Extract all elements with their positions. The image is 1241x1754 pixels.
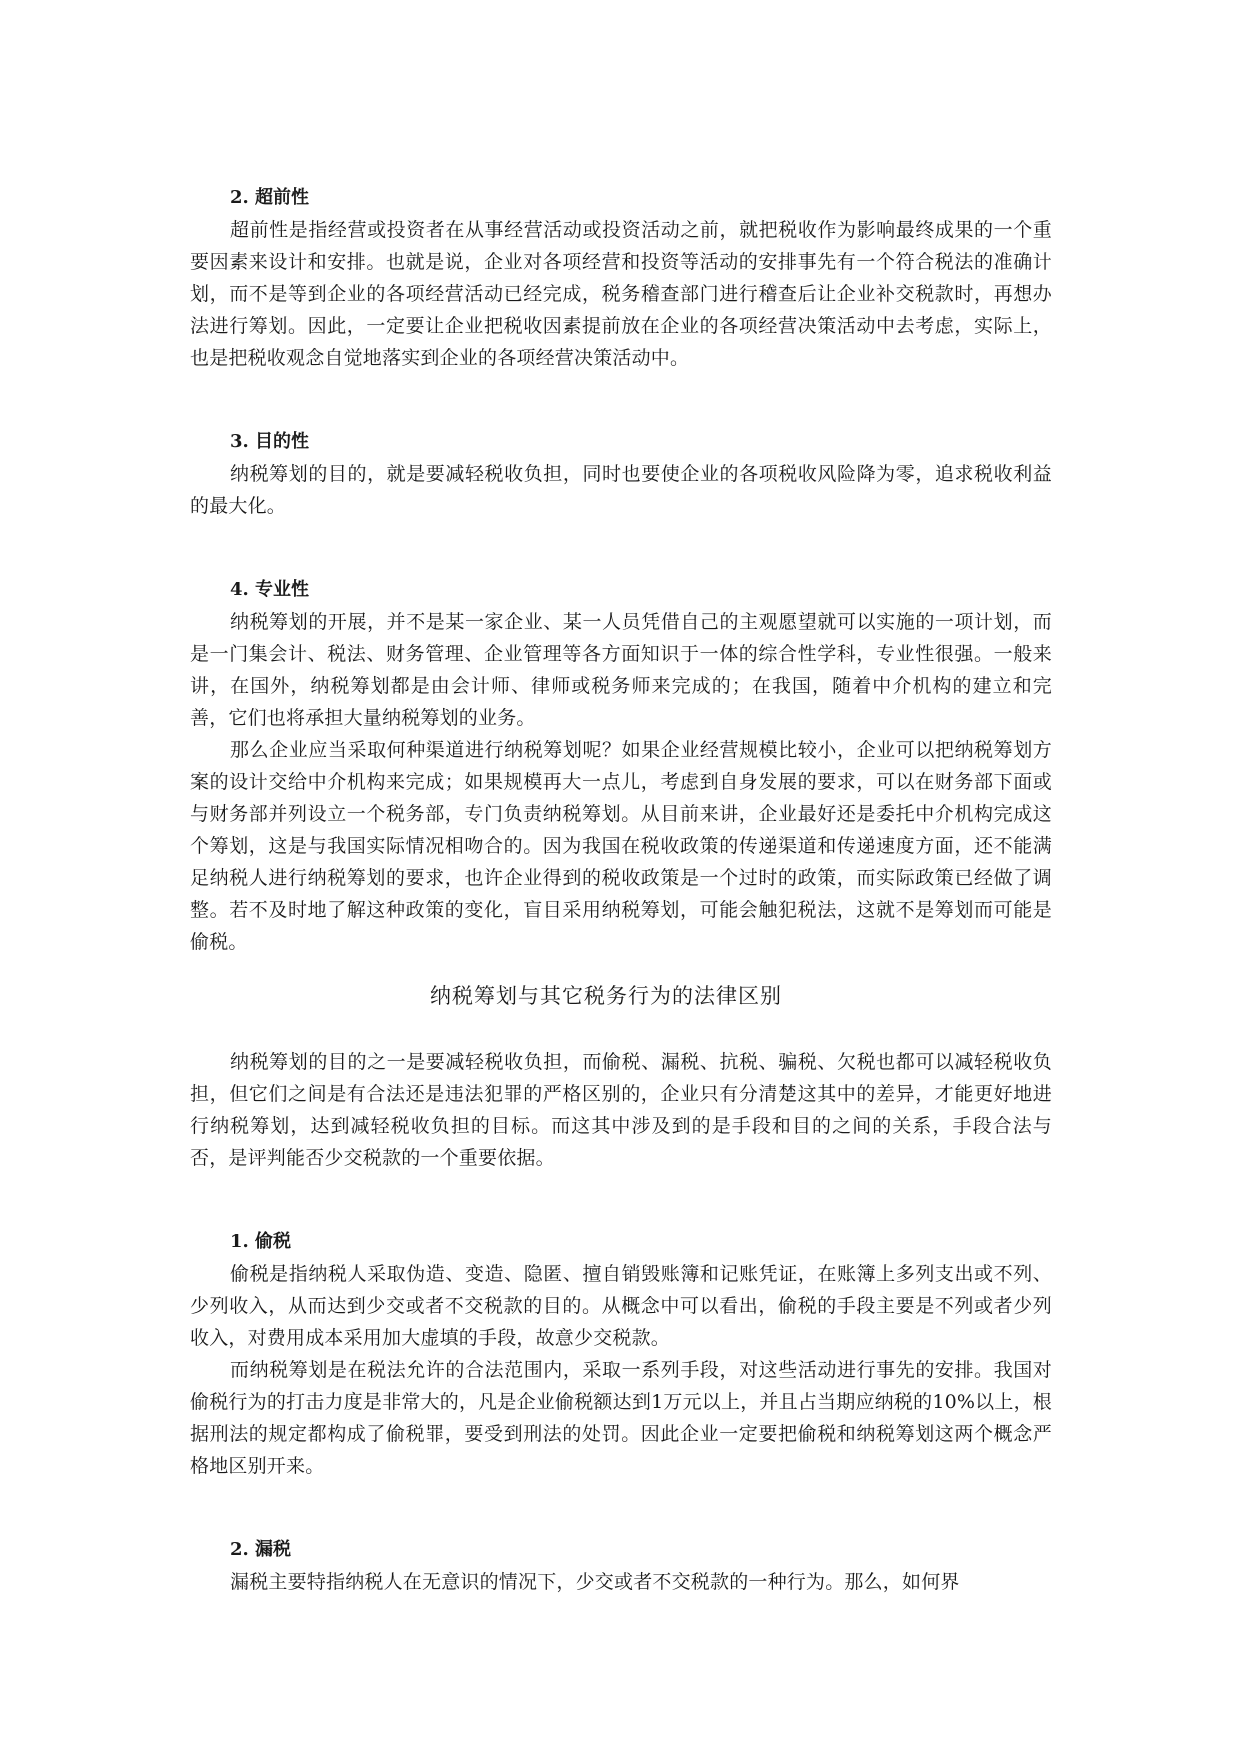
section-heading-professional: 4. 专业性 bbox=[230, 579, 310, 600]
section-heading-tax-evasion: 1. 偷税 bbox=[230, 1231, 292, 1252]
document-page bbox=[190, 182, 1052, 1598]
paragraph-purpose: 纳税筹划的目的，就是要减轻税收负担，同时也要使企业的各项税收风险降为零，追求税收利益的最大化。 bbox=[190, 463, 1052, 517]
section-heading-tax-omission: 2. 漏税 bbox=[230, 1539, 292, 1560]
section-heading-purpose: 3. 目的性 bbox=[230, 431, 310, 452]
section-title-legal-differences: 纳税筹划与其它税务行为的法律区别 bbox=[430, 984, 782, 1008]
paragraph-tax-evasion-1: 偷税是指纳税人采取伪造、变造、隐匿、擅自销毁账簿和记账凭证，在账簿上多列支出或不列、少列收入，从而达到少交或者不交税款的目的。从概念中可以看出，偷税的手段主要是不列或者少列收入，对费用成本采用加大虚填的手段，故意少交税款。 bbox=[190, 1263, 1052, 1349]
paragraph-preemptive: 超前性是指经营或投资者在从事经营活动或投资活动之前，就把税收作为影响最终成果的一个重要因素来设计和安排。也就是说，企业对各项经营和投资等活动的安排事先有一个符合税法的准确计划，而不是等到企业的各项经营活动已经完成，税务稽查部门进行稽查后让企业补交税款时，再想办法进行筹划。因此，一定要让企业把税收因素提前放在企业的各项经营决策活动中去考虑，实际上，也是把税收观念自觉地落实到企业的各项经营决策活动中。 bbox=[190, 219, 1052, 369]
paragraph-tax-omission-1: 漏税主要特指纳税人在无意识的情况下，少交或者不交税款的一种行为。那么，如何界 bbox=[230, 1571, 960, 1593]
paragraph-professional-2: 那么企业应当采取何种渠道进行纳税筹划呢？如果企业经营规模比较小，企业可以把纳税筹划方案的设计交给中介机构来完成；如果规模再大一点儿，考虑到自身发展的要求，可以在财务部下面或与财务部并列设立一个税务部，专门负责纳税筹划。从目前来讲，企业最好还是委托中介机构完成这个筹划，这是与我国实际情况相吻合的。因为我国在税收政策的传递渠道和传递速度方面，还不能满足纳税人进行纳税筹划的要求，也许企业得到的税收政策是一个过时的政策，而实际政策已经做了调整。若不及时地了解这种政策的变化，盲目采用纳税筹划，可能会触犯税法，这就不是筹划而可能是偷税。 bbox=[190, 739, 1052, 953]
section-heading-preemptive: 2. 超前性 bbox=[230, 187, 310, 208]
paragraph-professional-1: 纳税筹划的开展，并不是某一家企业、某一人员凭借自己的主观愿望就可以实施的一项计划，而是一门集会计、税法、财务管理、企业管理等各方面知识于一体的综合性学科，专业性很强。一般来讲，在国外，纳税筹划都是由会计师、律师或税务师来完成的；在我国，随着中介机构的建立和完善，它们也将承担大量纳税筹划的业务。 bbox=[190, 611, 1052, 729]
paragraph-tax-evasion-2: 而纳税筹划是在税法允许的合法范围内，采取一系列手段，对这些活动进行事先的安排。我国对偷税行为的打击力度是非常大的，凡是企业偷税额达到1万元以上，并且占当期应纳税的10%以上，根据刑法的规定都构成了偷税罪，要受到刑法的处罚。因此企业一定要把偷税和纳税筹划这两个概念严格地区别开来。 bbox=[190, 1359, 1052, 1477]
paragraph-intro-differences: 纳税筹划的目的之一是要减轻税收负担，而偷税、漏税、抗税、骗税、欠税也都可以减轻税收负担，但它们之间是有合法还是违法犯罪的严格区别的，企业只有分清楚这其中的差异，才能更好地进行纳税筹划，达到减轻税收负担的目标。而这其中涉及到的是手段和目的之间的关系，手段合法与否，是评判能否少交税款的一个重要依据。 bbox=[190, 1051, 1052, 1169]
